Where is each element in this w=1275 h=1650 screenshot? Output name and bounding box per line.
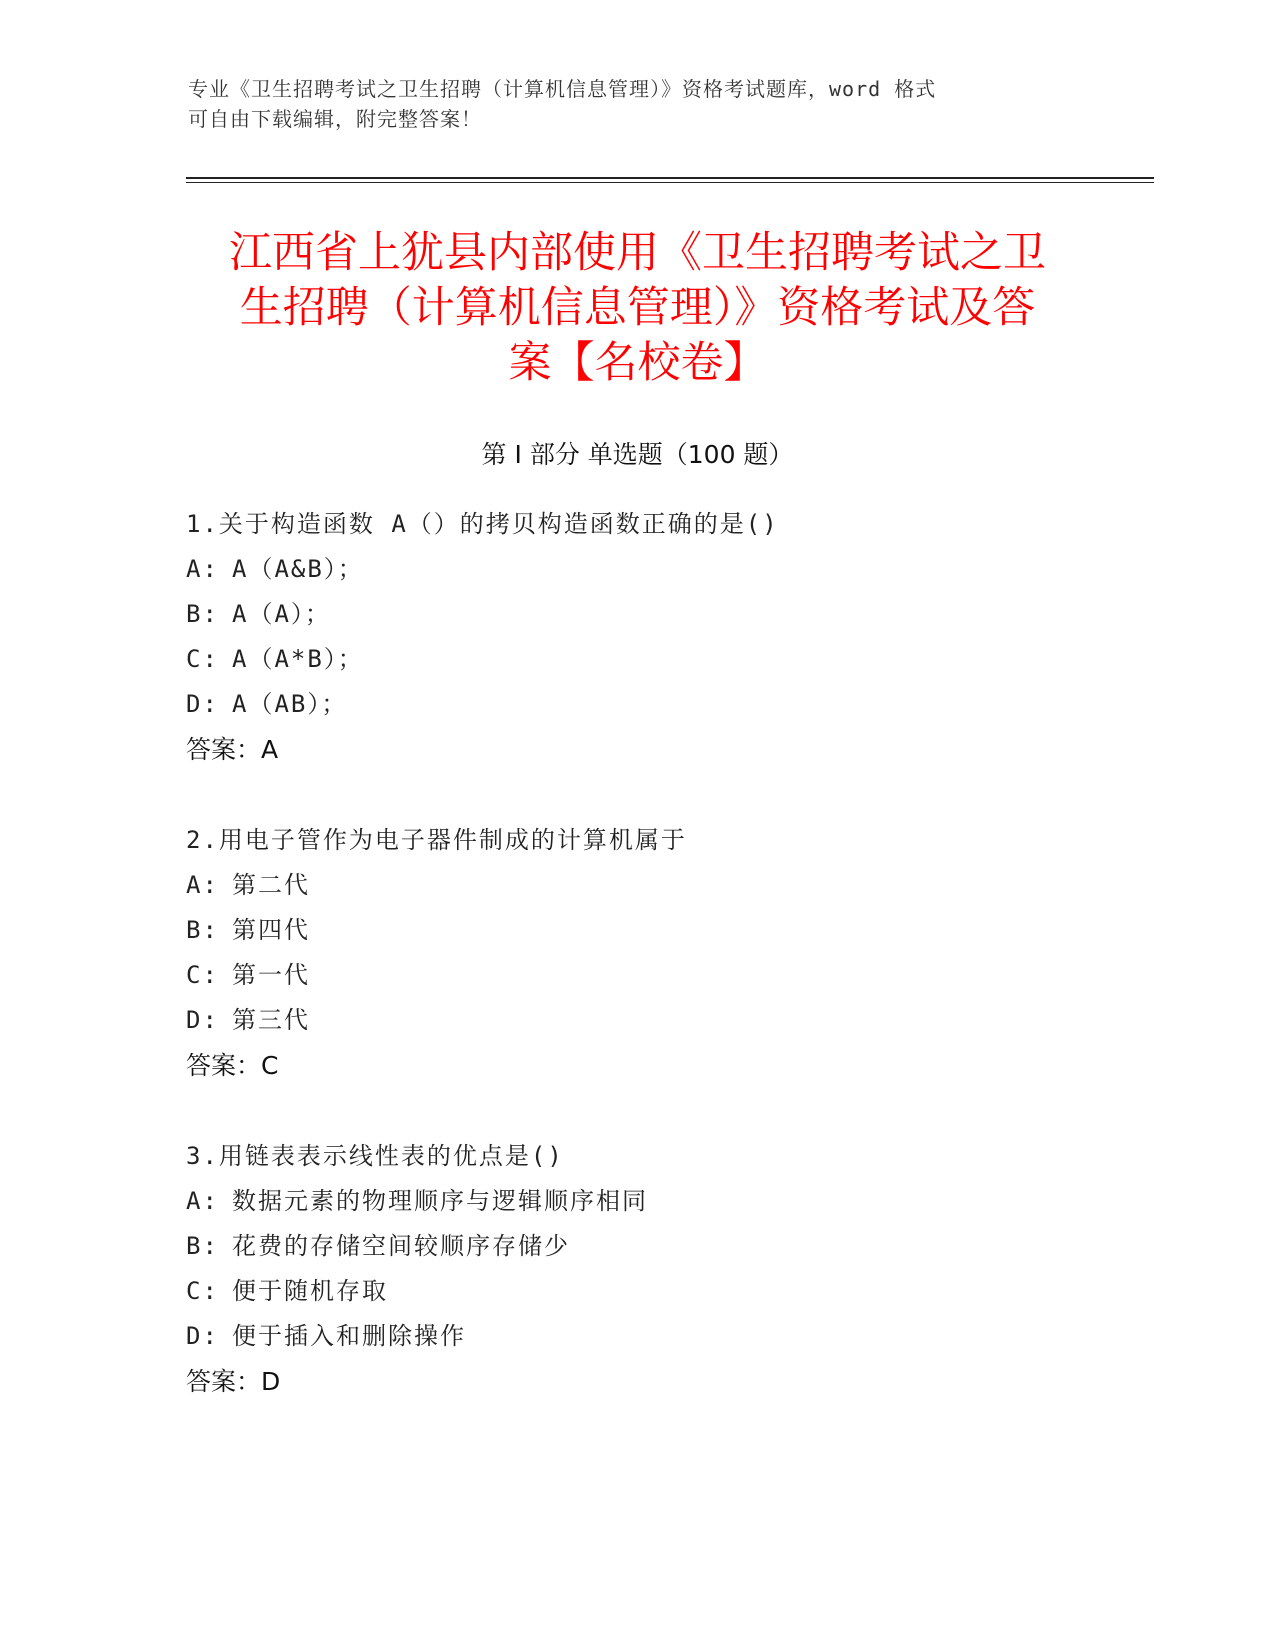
option-b	[186, 908, 1126, 953]
option-letter: A:	[186, 1187, 219, 1215]
answer: 答案：D	[186, 1367, 281, 1396]
option-text: A（A*B）；	[232, 645, 364, 673]
option-text: 便于随机存取	[232, 1277, 388, 1305]
option-letter: C:	[186, 645, 219, 673]
option-letter: D:	[186, 1006, 219, 1034]
header-divider-thin	[186, 182, 1154, 183]
option-a	[186, 1179, 1126, 1224]
option-c	[186, 637, 1126, 682]
header-note-line-2: 可自由下载编辑，附完整答案！	[188, 107, 482, 131]
question-stem: 1.关于构造函数 A（）的拷贝构造函数正确的是()	[186, 510, 779, 538]
question-3	[186, 1134, 1126, 1404]
option-b	[186, 592, 1126, 637]
question-2	[186, 818, 1126, 1088]
option-letter: B:	[186, 916, 219, 944]
document-title-line-1: 江西省上犹县内部使用《卫生招聘考试之卫	[229, 228, 1046, 278]
option-letter: C:	[186, 961, 219, 989]
option-text: A（A）；	[232, 600, 331, 628]
option-text: 第一代	[232, 961, 310, 989]
option-c	[186, 1269, 1126, 1314]
option-letter: B:	[186, 1232, 219, 1260]
option-text: 第四代	[232, 916, 310, 944]
option-d	[186, 1314, 1126, 1359]
option-letter: A:	[186, 871, 219, 899]
answer: 答案：A	[186, 735, 279, 764]
document-title-line-3: 案【名校卷】	[508, 338, 767, 388]
answer: 答案：C	[186, 1051, 279, 1080]
option-text: 便于插入和删除操作	[232, 1322, 466, 1350]
option-text: 数据元素的物理顺序与逻辑顺序相同	[232, 1187, 648, 1215]
option-text: 第三代	[232, 1006, 310, 1034]
header-divider-thick	[186, 177, 1154, 179]
option-letter: D:	[186, 1322, 219, 1350]
option-letter: D:	[186, 690, 219, 718]
option-text: A（AB）；	[232, 690, 348, 718]
question-stem: 2.用电子管作为电子器件制成的计算机属于	[186, 826, 687, 854]
option-a	[186, 547, 1126, 592]
section-title: 第 I 部分 单选题（100 题）	[481, 440, 794, 469]
option-letter: C:	[186, 1277, 219, 1305]
option-d	[186, 998, 1126, 1043]
option-text: 花费的存储空间较顺序存储少	[232, 1232, 570, 1260]
option-a	[186, 863, 1126, 908]
question-1	[186, 502, 1126, 772]
document-title	[186, 226, 1089, 391]
option-text: A（A&B）；	[232, 555, 364, 583]
option-b	[186, 1224, 1126, 1269]
option-c	[186, 953, 1126, 998]
header-note	[188, 74, 1088, 134]
header-note-line-1: 专业《卫生招聘考试之卫生招聘（计算机信息管理）》资格考试题库，word 格式	[188, 77, 937, 101]
option-d	[186, 682, 1126, 727]
document-title-line-2: 生招聘（计算机信息管理）》资格考试及答	[239, 283, 1036, 333]
option-letter: B:	[186, 600, 219, 628]
question-stem: 3.用链表表示线性表的优点是()	[186, 1142, 564, 1170]
option-text: 第二代	[232, 871, 310, 899]
option-letter: A:	[186, 555, 219, 583]
